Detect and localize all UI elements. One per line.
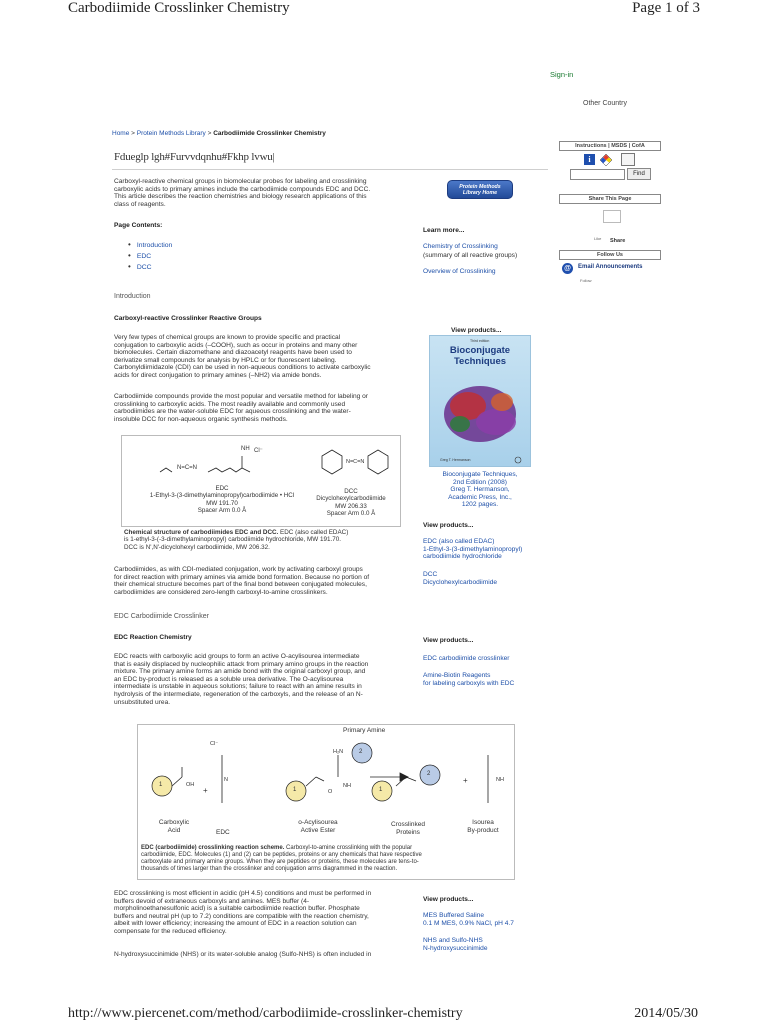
overview-crosslinking-link[interactable]: Overview of Crosslinking bbox=[423, 268, 496, 275]
email-icon[interactable]: @ bbox=[562, 263, 573, 274]
edc-para-2: EDC crosslinking is most efficient in acidic (pH 4.5) conditions and must be performed in buffers devoid of extraneous carboxyls and amines. MES buffer (4- morpholinoethanesulfonic acid) is a suitable carbodiimide reaction buffer. Phosphate buffers and neutral pH (up to 7.2) conditions are compatible with the reaction chemistry, albeit with lower efficiency; increasing the amount of EDC in a reaction solution can compensate for the reduced efficiency. bbox=[114, 890, 372, 935]
print-page-number: Page 1 of 3 bbox=[632, 0, 700, 16]
share-button[interactable]: Share bbox=[610, 238, 626, 244]
intro-paragraph: Carboxyl-reactive chemical groups in biomolecular probes for labeling and crosslinking carboxylic acids to primary amines include the carbodiimide compounds EDC and DCC. This article describes the reaction chemistries and biology research applications of this class of reagents. bbox=[114, 178, 371, 208]
email-announcements-link[interactable]: Email Announcements bbox=[578, 264, 643, 270]
plus-sign: + bbox=[203, 786, 208, 795]
molecule-1-label: 1 bbox=[159, 782, 163, 788]
breadcrumb-library[interactable]: Protein Methods Library bbox=[136, 130, 206, 137]
figure2-caption: EDC (carbodiimide) crosslinking reaction scheme. Carboxyl-to-amine crosslinking with the popular carbodiimide, EDC. Molecules (1) and (2) can be peptides, proteins or any chemicals that have respective carboxylate and primary amine groups. When they are peptides or proteins, these molecules are tens-to- thousands of times larger than the crosslinker and conjugation arms diagrammed in the reaction. bbox=[141, 845, 422, 872]
edc-reaction-scheme-figure bbox=[137, 724, 515, 880]
amine-biotin-link[interactable]: Amine-Biotin Reagents for labeling carboxyls with EDC bbox=[423, 672, 515, 687]
dcc-product-link[interactable]: DCC Dicyclohexylcarbodiimide bbox=[423, 571, 498, 586]
view-products-heading: View products... bbox=[423, 522, 474, 529]
edc-product-link[interactable]: EDC (also called EDAC) 1-Ethyl-3-(3-dimethylaminopropyl) carbodiimide hydrochloride bbox=[423, 538, 523, 561]
oh-label: OH bbox=[186, 782, 195, 788]
edc-n-c-n: N=C=N bbox=[177, 465, 198, 471]
book-link[interactable]: Bioconjugate Techniques, 2nd Edition (2008) Greg T. Hermanson, Academic Press, Inc., 1202 pages. bbox=[442, 471, 518, 509]
book-cover-image[interactable]: Third edition Bioconjugate Techniques Greg T. Hermanson bbox=[429, 335, 531, 467]
view-products-heading: View products... bbox=[423, 637, 474, 644]
country-selector[interactable]: Other Country bbox=[583, 100, 627, 107]
edc-structure-label: EDC 1-Ethyl-3-(3-dimethylaminopropyl)carbodiimide • HCl MW 191.70 Spacer Arm 0.0 Å bbox=[149, 485, 295, 515]
breadcrumb-separator: > bbox=[129, 130, 137, 137]
find-input[interactable] bbox=[570, 169, 625, 180]
o-label: O bbox=[328, 789, 333, 795]
primary-amine-label: Primary Amine bbox=[343, 727, 386, 734]
breadcrumb-separator: > bbox=[205, 130, 214, 137]
molecule-1-label: 1 bbox=[293, 787, 297, 793]
nh-label: NH bbox=[343, 783, 351, 789]
share-widget[interactable] bbox=[603, 210, 621, 223]
reactive-groups-subheading: Carboxyl-reactive Crosslinker Reactive Groups bbox=[114, 315, 262, 322]
like-button[interactable]: Like bbox=[594, 236, 602, 241]
molecule-2-label: 2 bbox=[359, 749, 363, 755]
figure1-caption: Chemical structure of carbodiimides EDC and DCC. EDC (also called EDAC) is 1-ethyl-3-(-3-dimethylaminopropyl) carbodiimide hydrochloride, MW 191.70. DCC is N',N'-dicyclohexyl carbodiimide, MW 206.32. bbox=[124, 529, 349, 551]
edc-nh-label: NH bbox=[241, 446, 250, 452]
contents-item[interactable]: • Introduction bbox=[128, 240, 172, 251]
dcc-n-c-n: N=C=N bbox=[346, 459, 365, 465]
breadcrumb bbox=[112, 130, 326, 137]
chemistry-crosslinking-note: (summary of all reactive groups) bbox=[423, 252, 518, 259]
nhs-link[interactable]: NHS and Sulfo-NHS N-hydroxysuccinimide bbox=[423, 937, 488, 952]
isourea-label: Isourea By-product bbox=[467, 819, 499, 834]
intro-para-2: Carbodiimide compounds provide the most popular and versatile method for labeling or crosslinking to carboxylic acids. The most readily available and commonly used carbodiimides are the water-soluble EDC for aqueous crosslinking and the water- insoluble DCC for non-aqueous organic synthesis methods. bbox=[114, 393, 369, 423]
edc-dcc-structure-figure bbox=[121, 435, 401, 527]
edc-reaction-subheading: EDC Reaction Chemistry bbox=[114, 634, 192, 641]
find-button[interactable]: Find bbox=[627, 168, 651, 180]
contents-item[interactable]: • DCC bbox=[128, 262, 172, 273]
intro-para-1: Very few types of chemical groups are known to provide specific and practical conjugation to carboxylic acids (–COOH), such as occur in proteins and many other biomolecules. Certain diazomethane and diazoacetyl reagents have been used to derivatize small compounds for analysis by HPLC or for fluorescent labeling. Carbonyldiimidazole (CDI) can be used in non-aqueous conditions to activate carboxylic acids for direct conjugation to primary amines (–NH2) via amide bonds. bbox=[114, 334, 371, 379]
print-footer-url: http://www.piercenet.com/method/carbodiimide-crosslinker-chemistry bbox=[68, 1006, 463, 1021]
dcc-structure-label: DCC Dicyclohexylcarbodiimide MW 206.33 Spacer Arm 0.0 Å bbox=[316, 488, 386, 518]
contents-item[interactable]: • EDC bbox=[128, 251, 172, 262]
breadcrumb-current: Carbodiimide Crosslinker Chemistry bbox=[213, 130, 326, 137]
intro-para-3: Carbodiimides, as with CDI-mediated conjugation, work by activating carboxyl groups for direct reaction with primary amines via amide bond formation. Because no portion of their chemical structure becomes part of the final bond between conjugated molecules, carbodiimides are considered zero-length carboxyl-to-amine crosslinkers. bbox=[114, 566, 370, 596]
crosslinked-proteins-label: Crosslinked Proteins bbox=[391, 821, 425, 836]
mes-buffer-link[interactable]: MES Buffered Saline 0.1 M MES, 0.9% NaCl, pH 4.7 bbox=[423, 912, 514, 927]
learn-more-heading: Learn more... bbox=[423, 227, 465, 234]
msds-diamond-icon[interactable] bbox=[600, 154, 612, 166]
share-page-heading: Share This Page bbox=[559, 194, 661, 204]
title-divider bbox=[112, 169, 548, 170]
page-contents-list bbox=[128, 240, 172, 273]
plus-sign: + bbox=[463, 776, 468, 785]
certificate-icon[interactable] bbox=[621, 153, 635, 166]
page-title: Fdueglp lgh#Furvvdqnhu#Fkhp lvwu| bbox=[114, 151, 275, 163]
cl-label: Cl⁻ bbox=[210, 741, 219, 747]
introduction-heading: Introduction bbox=[114, 293, 151, 300]
chemistry-crosslinking-link[interactable]: Chemistry of Crosslinking bbox=[423, 243, 498, 250]
breadcrumb-home[interactable]: Home bbox=[112, 130, 130, 137]
follow-us-heading: Follow Us bbox=[559, 250, 661, 260]
contents-heading: Page Contents: bbox=[114, 222, 163, 229]
nh-label: NH bbox=[496, 777, 504, 783]
molecule-1-label: 1 bbox=[379, 787, 383, 793]
edc-label: EDC bbox=[216, 829, 230, 836]
edc-para-1: EDC reacts with carboxylic acid groups to form an active O-acylisourea intermediate that is easily displaced by nucleophilic attack from primary amino groups in the reaction mixture. The primary amine forms an amide bond with the original carboxyl group, and an EDC by-product is released as a soluble urea derivative. The O-acylisourea intermediate is unstable in aqueous solutions; failure to react with an amine results in hydrolysis of the intermediate, regeneration of the carboxyls, and the release of an N- unsubstituted urea. bbox=[114, 653, 369, 706]
view-products-heading: View products... bbox=[423, 896, 474, 903]
molecule-2-label: 2 bbox=[427, 771, 431, 777]
active-ester-label: o-Acylisourea Active Ester bbox=[298, 819, 338, 834]
edc-crosslinker-link[interactable]: EDC carbodiimide crosslinker bbox=[423, 655, 510, 662]
protein-illustration bbox=[430, 336, 531, 467]
library-home-button[interactable]: Protein Methods Library Home bbox=[447, 180, 513, 199]
signin-link[interactable]: Sign-in bbox=[550, 70, 574, 79]
view-products-heading: View products... bbox=[451, 327, 502, 334]
print-header-title: Carbodiimide Crosslinker Chemistry bbox=[68, 0, 290, 16]
print-footer-date: 2014/05/30 bbox=[634, 1006, 698, 1021]
follow-button[interactable]: Follow bbox=[580, 278, 592, 283]
edc-section-heading: EDC Carbodiimide Crosslinker bbox=[114, 613, 209, 620]
h2n-label: H₂N bbox=[333, 749, 344, 755]
instructions-box[interactable]: Instructions | MSDS | CofA bbox=[559, 141, 661, 151]
carboxylic-acid-label: Carboxylic Acid bbox=[158, 819, 190, 834]
info-icon[interactable]: i bbox=[584, 154, 595, 165]
edc-para-3: N-hydroxysuccinimide (NHS) or its water-soluble analog (Sulfo-NHS) is often included in bbox=[114, 951, 372, 958]
n-label: N bbox=[224, 777, 228, 783]
edc-cl-label: Cl⁻ bbox=[254, 448, 263, 454]
